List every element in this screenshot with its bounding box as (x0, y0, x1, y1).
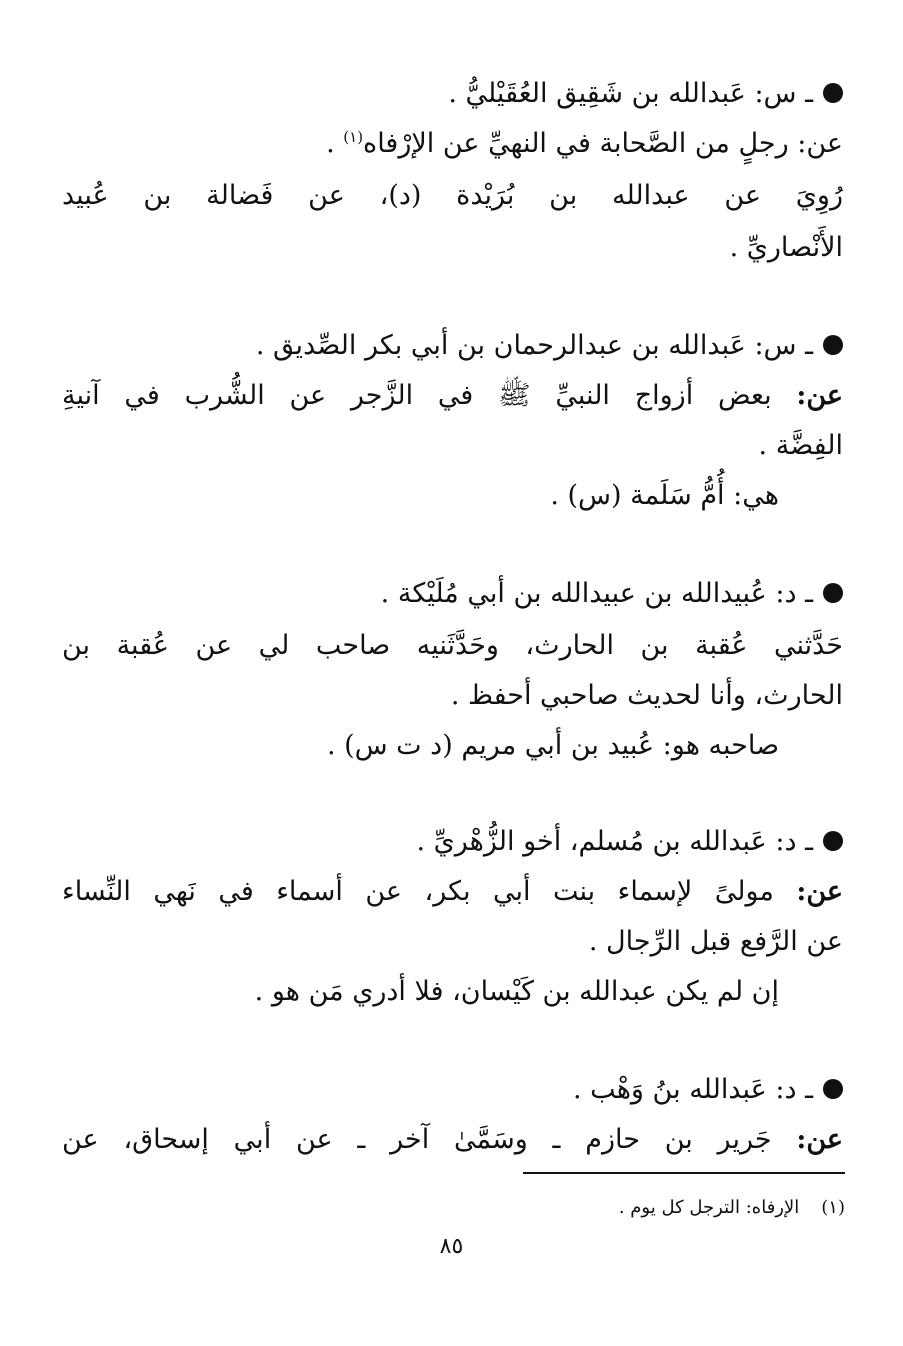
bullet-icon (823, 83, 843, 103)
footnote-divider (523, 1172, 845, 1174)
entry-2-line-2: الفِضَّة . (758, 430, 843, 461)
footnote-number: (١) (821, 1197, 845, 1218)
entry-1-text-1: رجلٍ من الصَّحابة في النهيِّ عن الإرْفاه (363, 128, 789, 159)
entry-4-name: عَبدالله بن مُسلم، أخو الزُّهْريِّ . (416, 826, 767, 857)
entry-4-heading (416, 822, 843, 862)
entry-2-prefix: ـ س: (754, 330, 813, 361)
entry-2-label: عن: (796, 380, 843, 411)
entry-5-line-1 (62, 1120, 843, 1160)
entry-1-prefix: ـ س: (754, 78, 813, 109)
entry-4-line-1 (62, 872, 843, 912)
entry-2-text-3: أُمُّ سَلَمة (س) . (550, 480, 725, 511)
bullet-icon (823, 831, 843, 851)
entry-3-line-1: حَدَّثني عُقبة بن الحارث، وحَدَّثَنيه صاحب لي عن عُقبة بن (62, 630, 843, 661)
entry-5-name: عَبدالله بنُ وَهْب . (573, 1074, 767, 1105)
entry-2-label-2: هي: (733, 480, 779, 511)
entry-3-heading (381, 574, 843, 614)
entry-5-prefix: ـ د: (775, 1074, 813, 1105)
entry-2-line-3 (550, 476, 779, 516)
footnote-reference: (١) (343, 128, 364, 146)
entry-1-heading (448, 74, 843, 114)
entry-5-text-1: جَرير بن حازم ـ وسَمَّىٰ آخر ـ عن أبي إسحاق، عن (62, 1124, 772, 1155)
entry-4-label: عن: (796, 876, 843, 907)
bullet-icon (823, 335, 843, 355)
entry-4-line-2: عن الرَّفع قبل الرِّجال . (588, 926, 843, 957)
entry-2-text-1: بعض أزواج النبيِّ ﷺ في الزَّجر عن الشُّرب في آنيةِ (62, 380, 772, 411)
entry-2-name: عَبدالله بن عبدالرحمان بن أبي بكر الصِّديق . (255, 330, 746, 361)
entry-4-line-3: إن لم يكن عبدالله بن كَيْسان، فلا أدري مَن هو . (254, 976, 779, 1007)
entry-3-prefix: ـ د: (775, 578, 813, 609)
bullet-icon (823, 583, 843, 603)
entry-2-heading (256, 326, 843, 366)
entry-1-line-1 (326, 124, 843, 164)
entry-1-line-3: الأَنْصاريِّ . (729, 232, 843, 263)
page-number: ٨٥ (439, 1234, 464, 1259)
entry-5-heading (573, 1070, 843, 1110)
entry-1-line-2: رُوِيَ عن عبدالله بن بُرَيْدة (د)، عن فَضالة بن عُبيد (62, 180, 843, 211)
entry-4-prefix: ـ د: (775, 826, 813, 857)
entry-1-name: عَبدالله بن شَقِيق العُقَيْليُّ . (448, 78, 746, 109)
entry-5-label: عن: (796, 1124, 843, 1155)
bullet-icon (823, 1079, 843, 1099)
entry-3-line-2: الحارث، وأنا لحديث صاحبي أحفظ . (450, 680, 843, 711)
entry-1-label: عن: (797, 128, 843, 159)
entry-2-line-1 (62, 376, 843, 416)
entry-1-text-1-tail: . (326, 128, 344, 159)
entry-3-line-3: صاحبه هو: عُبيد بن أبي مريم (د ت س) . (326, 730, 779, 761)
footnote (619, 1194, 845, 1222)
entry-4-text-1: مولىً لإسماء بنت أبي بكر، عن أسماء في نَهي النِّساء (62, 876, 774, 907)
footnote-text: الإرفاه: الترجل كل يوم . (618, 1197, 800, 1218)
entry-3-name: عُبيدالله بن عبيدالله بن أبي مُلَيْكة . (380, 578, 767, 609)
